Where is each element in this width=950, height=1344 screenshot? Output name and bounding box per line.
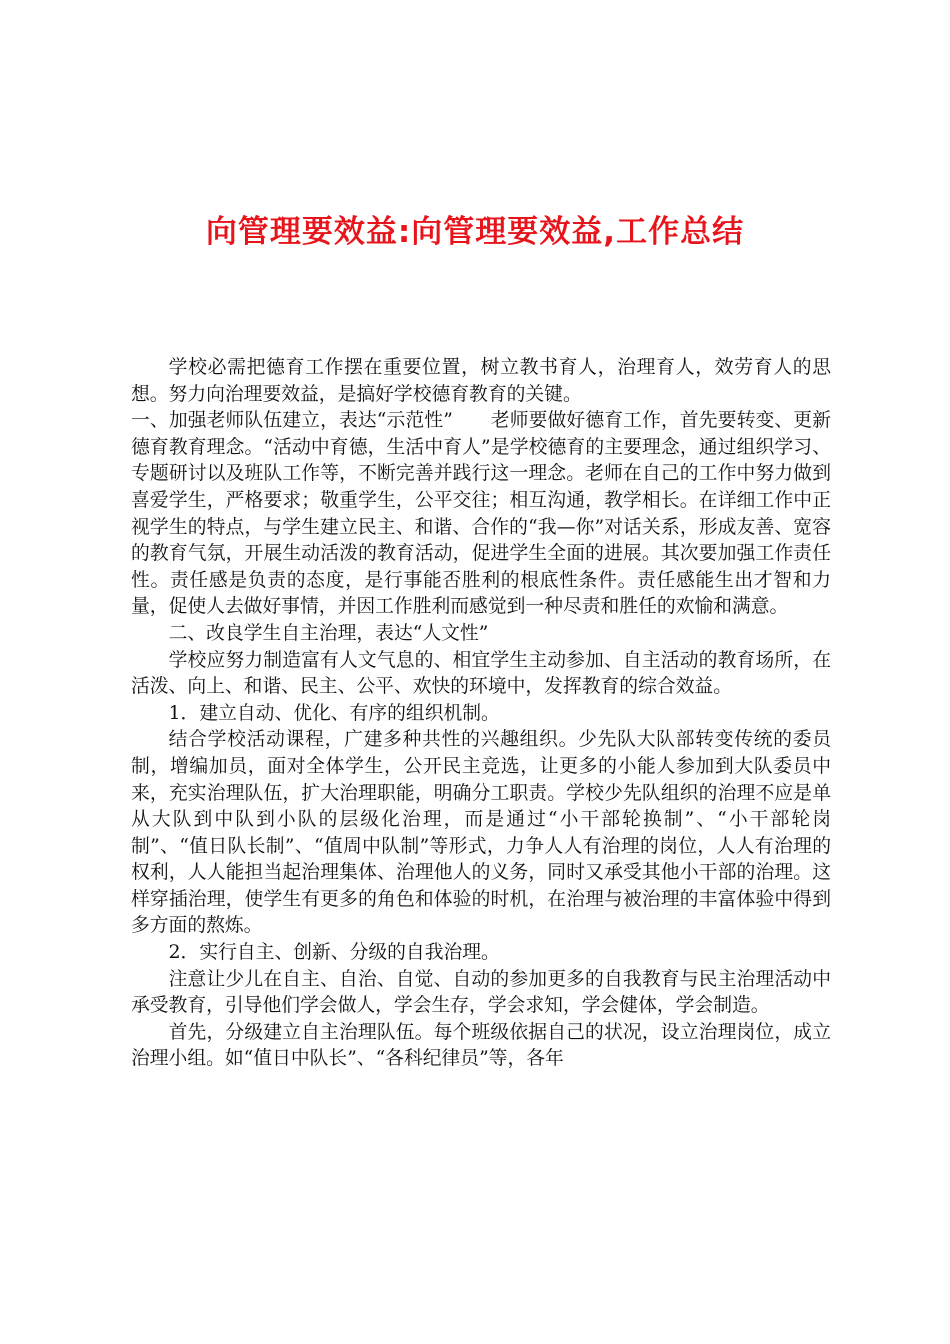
paragraph-item-2-body: 注意让少儿在自主、自治、自觉、自动的参加更多的自我教育与民主治理活动中承受教育，引导他们学会做人，学会生存，学会求知，学会健体，学会制造。: [131, 968, 831, 1017]
paragraph-item-1-body: 结合学校活动课程，广建多种共性的兴趣组织。少先队大队部转变传统的委员制，增编加员，面对全体学生，公开民主竞选，让更多的小能人参加到大队委员中来，充实治理队伍，扩大治理职能，明确分工职责。学校少先队组织的治理不应是单从大队到中队到小队的层级化治理，而是通过“小干部轮换制”、“小干部轮岗制”、“值日队长制”、“值周中队制”等形式，力争人人有治理的岗位，人人有治理的权利，人人能担当起治理集体、治理他人的义务，同时又承受其他小干部的治理。这样穿插治理，使学生有更多的角色和体验的时机，在治理与被治理的丰富体验中得到多方面的熬炼。: [131, 729, 831, 937]
paragraph-intro: 学校必需把德育工作摆在重要位置，树立教书育人，治理育人，效劳育人的思想。努力向治理要效益，是搞好学校德育教育的关键。: [131, 357, 831, 405]
document-title: 向管理要效益:向管理要效益,工作总结: [205, 214, 745, 250]
paragraph-item-2-heading: 2．实行自主、创新、分级的自我治理。: [168, 942, 500, 964]
paragraph-item-1-heading: 1．建立自动、优化、有序的组织机制。: [168, 702, 500, 724]
paragraph-section-1: 一、加强老师队伍建立，表达“示范性” 老师要做好德育工作，首先要转变、更新德育教育理念。“活动中育德，生活中育人”是学校德育的主要理念，通过组织学习、专题研讨以及班队工作等，不断完善并践行这一理念。老师在自己的工作中努力做到喜爱学生，严格要求；敬重学生，公平交往；相互沟通，教学相长。在详细工作中正视学生的特点，与学生建立民主、和谐、合作的“我—你”对话关系，形成友善、宽容的教育气氛，开展生动活泼的教育活动，促进学生全面的进展。其次要加强工作责任性。责任感是负责的态度，是行事能否胜利的根底性条件。责任感能生出才智和力量，促使人去做好事情，并因工作胜利而感觉到一种尽责和胜任的欢愉和满意。: [131, 410, 831, 618]
paragraph-section-2-intro: 学校应努力制造富有人文气息的、相宜学生主动参加、自主活动的教育场所，在活泼、向上、和谐、民主、公平、欢快的环境中，发挥教育的综合效益。: [131, 649, 831, 698]
paragraph-item-2-first: 首先，分级建立自主治理队伍。每个班级依据自己的状况，设立治理岗位，成立治理小组。如“值日中队长”、“各科纪律员”等，各年: [131, 1021, 831, 1070]
paragraph-section-2-heading: 二、改良学生自主治理，表达“人文性”: [168, 622, 489, 644]
document-body: [131, 355, 831, 1073]
